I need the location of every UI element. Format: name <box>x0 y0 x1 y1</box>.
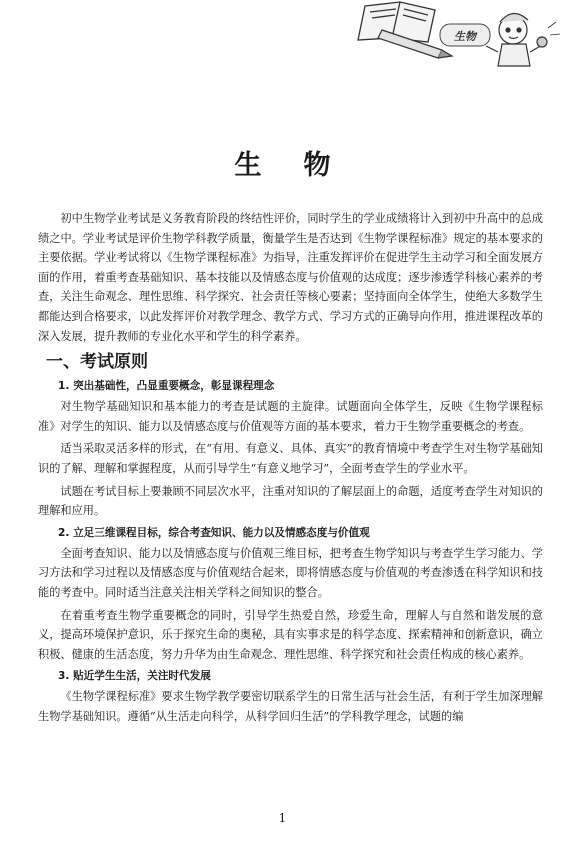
subject-tag: 生物 <box>454 30 476 43</box>
section-heading: 一、考试原则 <box>46 352 148 373</box>
paragraph: 《生物学课程标准》要求生物学教学要密切联系学生的日常生活与社会生活，有利于学生加深理解生物学基础知识。遵循“从生活走向科学，从科学回归生活”的学科教学理念，试题的编 <box>38 690 543 723</box>
intro-paragraph: 初中生物学业考试是义务教育阶段的终结性评价，同时学生的学业成绩将计入到初中升高中的总成绩之中。学业考试是评价生物学科教学质量，衡量学生是否达到《生物学课程标准》规定的基本要求的主要依据。学业考试将以《生物学课程标准》为指导，注重发挥评价在促进学生主动学习和全面发展方面的作用，着重考查基础知识、基本技能以及情感态度与价值观的达成度；逐步渗透学科核心素养的考查，关注生命观念、理性思维、科学探究、社会责任等核心要素；坚持面向全体学生，使绝大多数学生都能达到合格要求，以此发挥评价对教学理念、教学方式、学习方式的正确导向作用，推进课程改革的深入发展，提升教师的专业化水平和学生的科学素养。 <box>38 212 543 343</box>
paragraph: 对生物学基础知识和基本能力的考查是试题的主旋律。试题面向全体学生，反映《生物学课程标准》对学生的知识、能力以及情感态度与价值观等方面的基本要求，着力于生物学重要概念的考查。 <box>38 400 543 433</box>
subsection-heading: 1. 突出基础性，凸显重要概念，彰显课程理念 <box>58 380 275 393</box>
paragraph: 适当采取灵活多样的形式，在“有用、有意义、具体、真实”的教育情境中考查学生对生物学基础知识的了解、理解和掌握程度，从而引导学生“有意义地学习”，全面考查学生的学业水平。 <box>38 442 543 475</box>
paragraph: 全面考查知识、能力以及情感态度与价值观三维目标，把考查生物学知识与考查学生学习能力、学习方法和学习过程以及情感态度与价值观结合起来，即将情感态度与价值观的考查渗透在科学知识和技能的考查中。同时适当注意关注相关学科之间知识的整合。 <box>38 546 543 599</box>
paragraph: 试题在考试目标上要兼顾不同层次水平，注重对知识的了解层面上的命题，适度考查学生对知识的理解和应用。 <box>38 484 543 518</box>
paragraph: 在着重考查生物学重要概念的同时，引导学生热爱自然，珍爱生命，理解人与自然和谐发展的意义，提高环境保护意识，乐于探究生命的奥秘，具有实事求是的科学态度、探索精神和创新意识，确立积极、健康的生活态度，努力升华为由生命观念、理性思维、科学探究和社会责任构成的核心素养。 <box>38 608 543 661</box>
subsection-heading: 2. 立足三维课程目标，综合考查知识、能力以及情感态度与价值观 <box>58 526 370 539</box>
page-number: 1 <box>278 811 287 825</box>
page-title: 生物 <box>234 150 373 181</box>
document-body <box>38 209 543 729</box>
cartoon-kid-icon <box>486 13 560 66</box>
subsection-heading: 3. 贴近学生生活，关注时代发展 <box>58 670 211 683</box>
